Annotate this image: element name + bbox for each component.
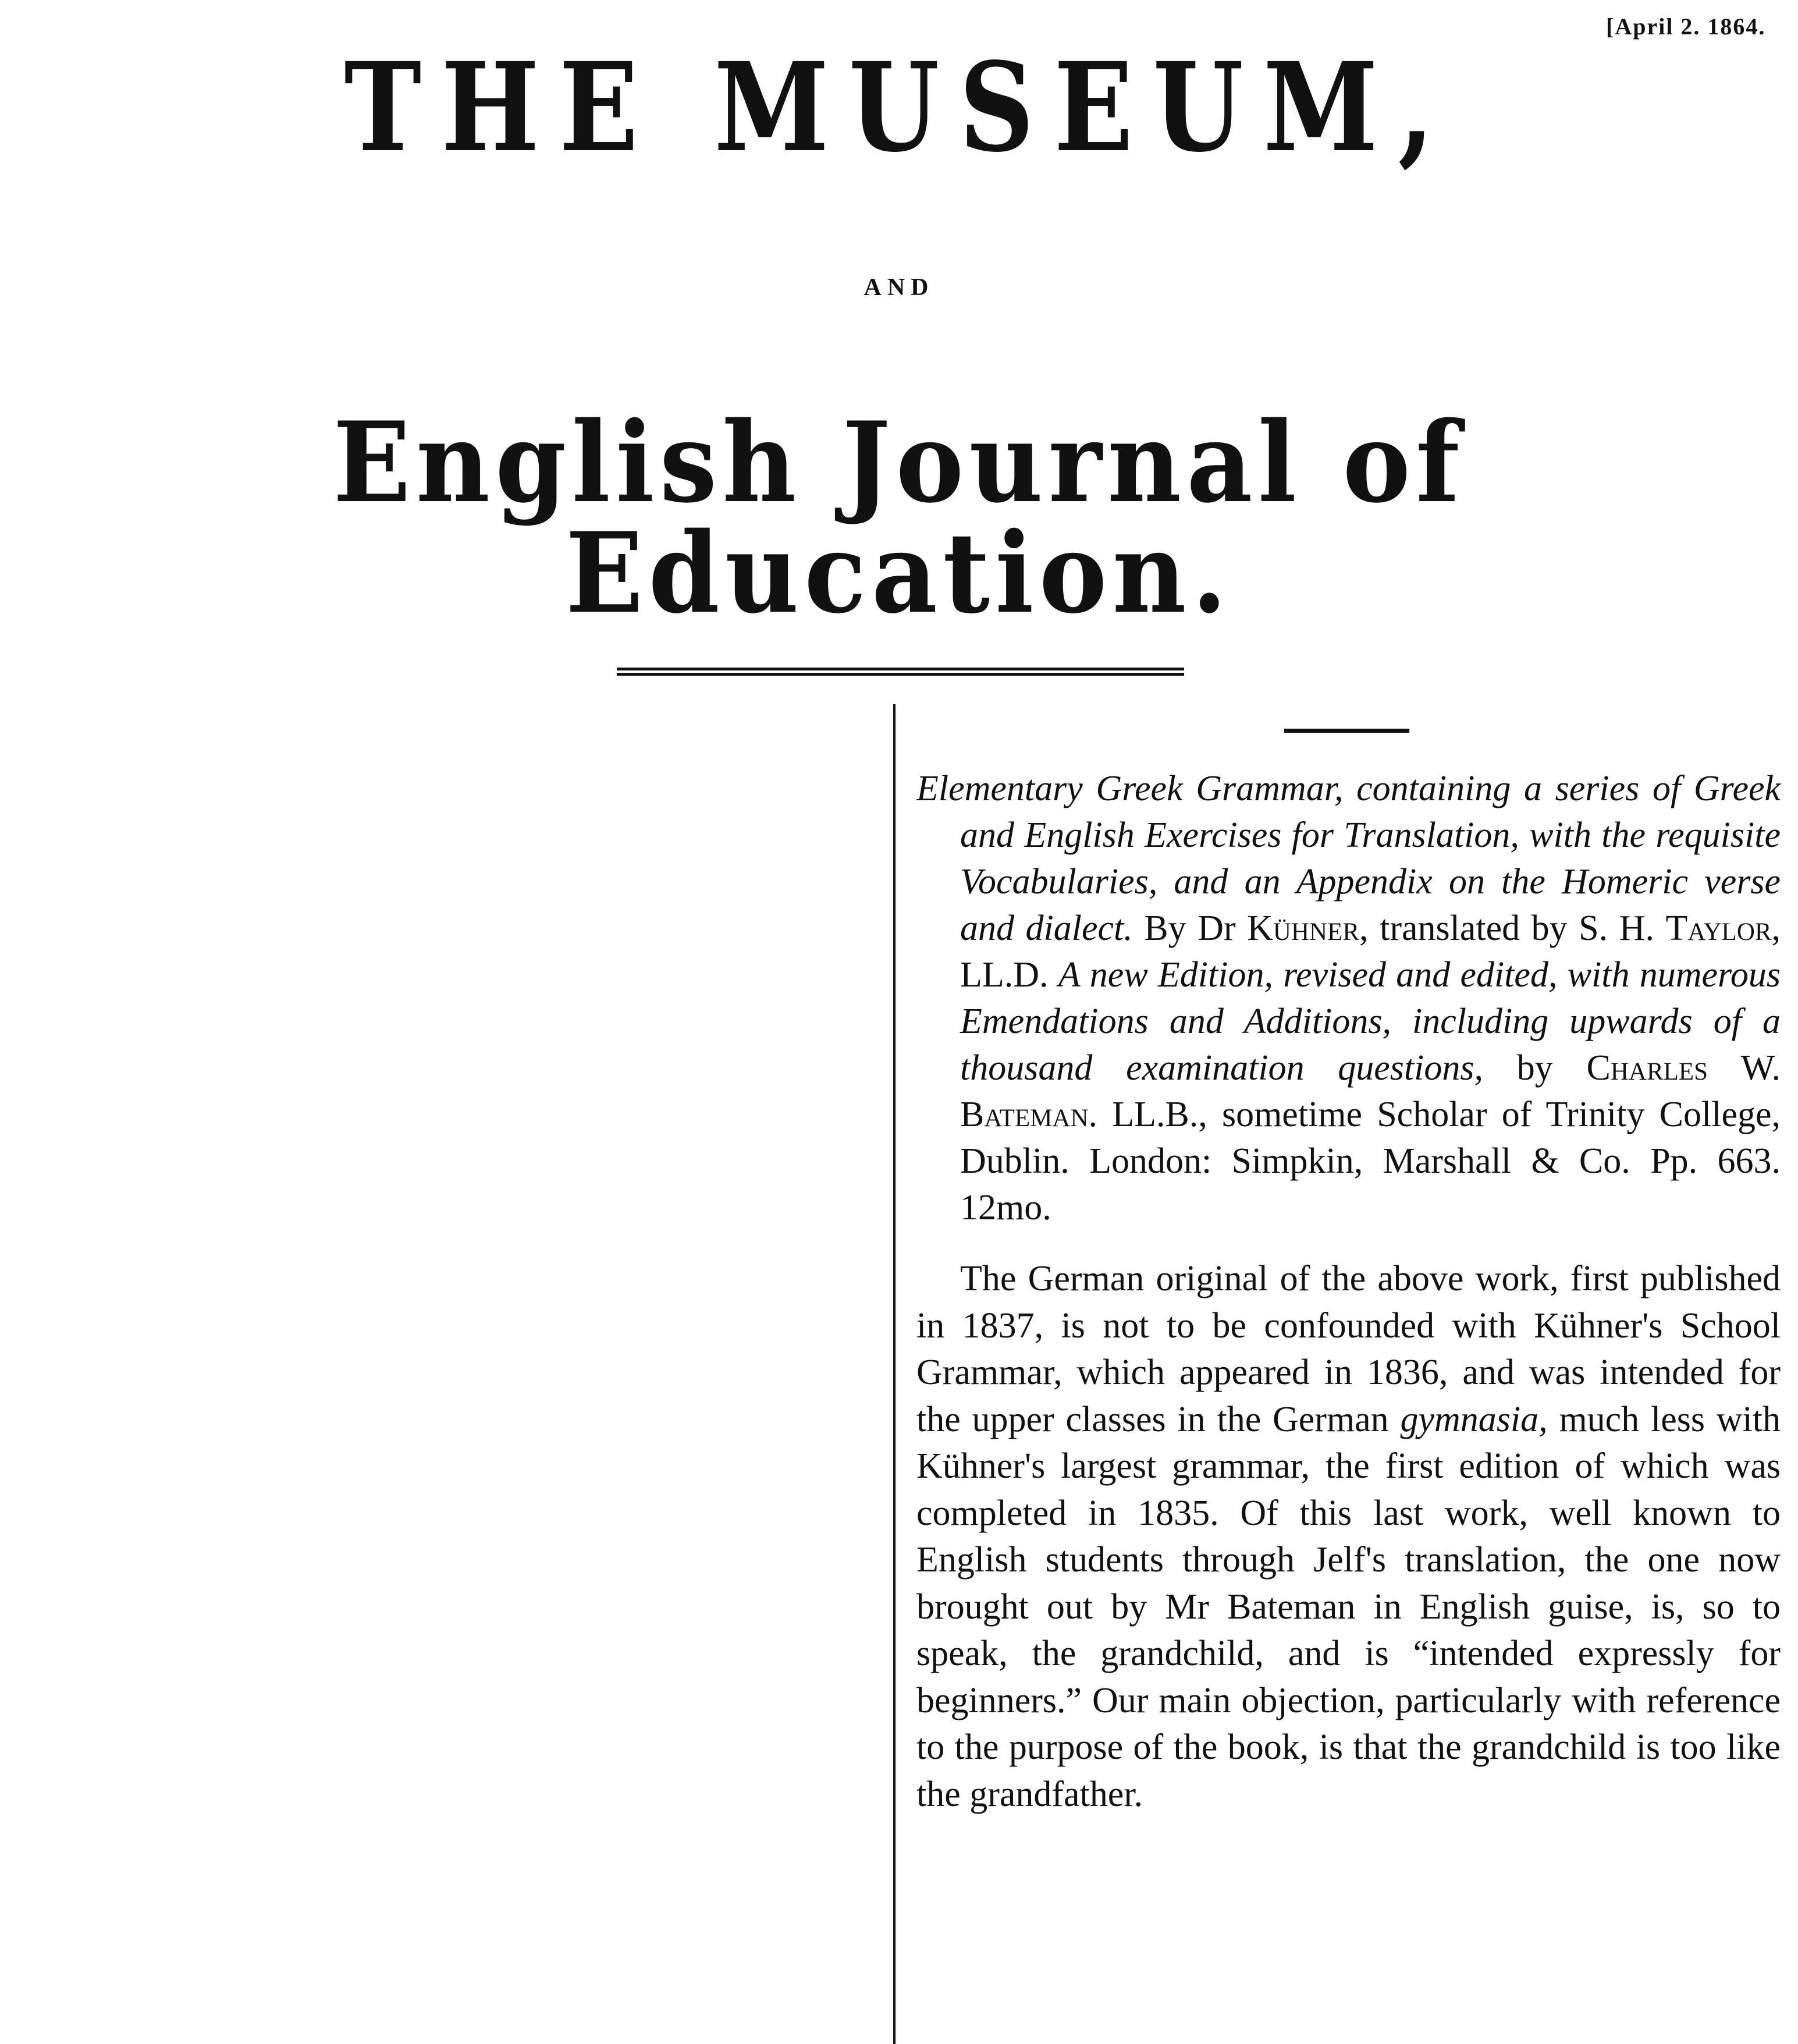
citation-editor: Charles W. Bateman. <box>960 1048 1781 1134</box>
citation-degree: LL.D. <box>960 955 1049 995</box>
citation-by-editor: by <box>1516 1048 1553 1088</box>
citation-translated: translated by S. H. <box>1380 909 1654 948</box>
citation-author: Kühner, <box>1247 909 1369 948</box>
masthead-double-rule <box>617 668 1184 676</box>
book-citation <box>916 765 1781 1231</box>
body-text-part1: The German original of the above work, first published in 1837, is not to be confounded with Kühner's School Grammar, which appeared in 1836, and was intended for the upper classes in the German <box>916 1259 1781 1439</box>
body-text-part2: much less with Kühner's largest grammar, the first edition of which was completed in 1835. Of this last work, well known to English students through Jelf's translation, the one now brought out by Mr Bateman in English guise, is, so to speak, the grandchild, and is “intended expressly for beginners.” Our main objection, particularly with reference to the purpose of the book, is that the grandchild is too like the grandfather. <box>916 1399 1781 1814</box>
review-article <box>916 765 1781 1818</box>
masthead-and: AND <box>864 274 934 301</box>
citation-translator: Taylor, <box>1665 909 1781 948</box>
column-divider <box>893 704 896 2044</box>
review-body-paragraph <box>916 1255 1781 1818</box>
masthead-title: THE MUSEUM, <box>344 36 1454 179</box>
masthead-subtitle: English Journal of Education. <box>333 398 1465 638</box>
body-italic-word: gymnasia, <box>1400 1399 1548 1439</box>
citation-by: By Dr <box>1144 909 1236 948</box>
issue-date: [April 2. 1864. <box>1606 13 1766 40</box>
article-separator-rule <box>1284 729 1409 733</box>
citation-edition: A new Edition, revised and edited, with numerous Emendations and Additions, including upwards of a thousand examination questions, <box>960 955 1781 1088</box>
citation-title: Elementary Greek Grammar, containing a series of Greek and English Exercises for Translation, with the requisite Vocabularies, and an Appendix on the Homeric verse and dialect. <box>916 769 1781 948</box>
citation-publication: LL.B., sometime Scholar of Trinity College, Dublin. London: Simpkin, Marshall & Co. Pp. 663. 12mo. <box>960 1095 1781 1227</box>
